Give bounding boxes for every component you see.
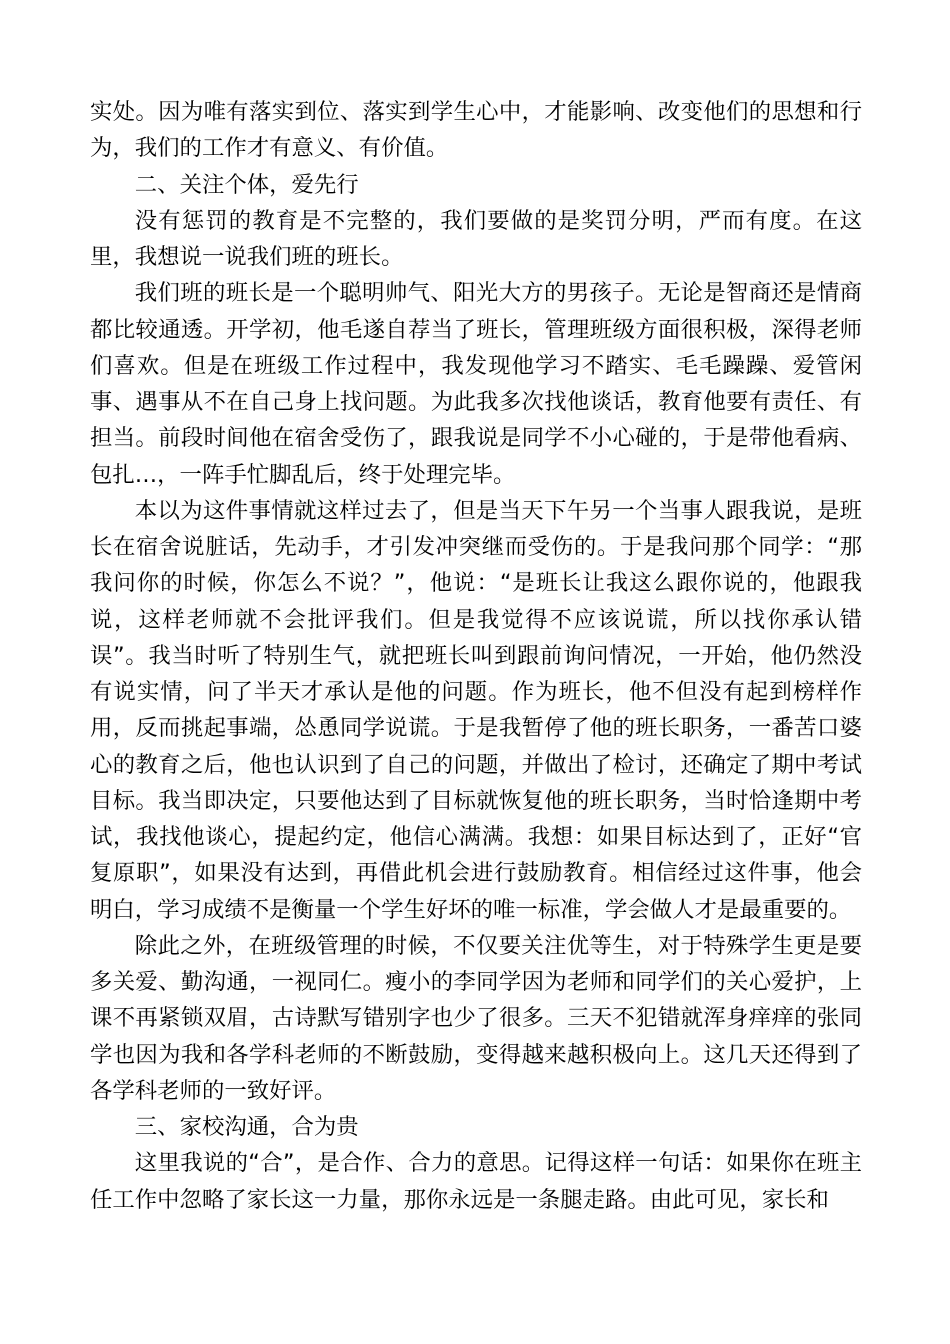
paragraph: 我们班的班长是一个聪明帅气、阳光大方的男孩子。无论是智商还是情商都比较通透。开学初，他毛遂自荐当了班长，管理班级方面很积极，深得老师们喜欢。但是在班级工作过程中，我发现他学习不踏实、毛毛躁躁、爱管闲事、遇事从不在自己身上找问题。为此我多次找他谈话，教育他要有责任、有担当。前段时间他在宿舍受伤了，跟我说是同学不小心碰的，于是带他看病、包扎…，一阵手忙脚乱后，终于处理完毕。 bbox=[90, 280, 862, 488]
paragraph: 本以为这件事情就这样过去了，但是当天下午另一个当事人跟我说，是班长在宿舍说脏话，先动手，才引发冲突继而受伤的。于是我问那个同学：“那我问你的时候，你怎么不说？”，他说：“是班长让我这么跟你说的，他跟我说，这样老师就不会批评我们。但是我觉得不应该说谎，所以找你承认错误”。我当时听了特别生气，就把班长叫到跟前询问情况，一开始，他仍然没有说实情，问了半天才承认是他的问题。作为班长，他不但没有起到榜样作用，反而挑起事端，怂恿同学说谎。于是我暂停了他的班长职务，一番苦口婆心的教育之后，他也认识到了自己的问题，并做出了检讨，还确定了期中考试目标。我当即决定，只要他达到了目标就恢复他的班长职务，当时恰逢期中考试，我找他谈心，提起约定，他信心满满。我想：如果目标达到了，正好“官复原职”，如果没有达到，再借此机会进行鼓励教育。相信经过这件事，他会明白，学习成绩不是衡量一个学生好坏的唯一标准，学会做人才是最重要的。 bbox=[90, 497, 862, 923]
paragraph: 这里我说的“合”，是合作、合力的意思。记得这样一句话：如果你在班主任工作中忽略了家长这一力量，那你永远是一条腿走路。由此可见，家长和 bbox=[90, 1150, 862, 1213]
paragraph-continuation: 实处。因为唯有落实到位、落实到学生心中，才能影响、改变他们的思想和行为，我们的工作才有意义、有价值。 bbox=[90, 99, 862, 162]
section-heading-3: 三、家校沟通，合为贵 bbox=[134, 1114, 359, 1140]
paragraph: 除此之外，在班级管理的时候，不仅要关注优等生，对于特殊学生更是要多关爱、勤沟通，一视同仁。瘦小的李同学因为老师和同学们的关心爱护，上课不再紧锁双眉，古诗默写错别字也少了很多。三天不犯错就浑身痒痒的张同学也因为我和各学科老师的不断鼓励，变得越来越积极向上。这几天还得到了各学科老师的一致好评。 bbox=[90, 932, 862, 1104]
section-heading-2: 二、关注个体，爱先行 bbox=[134, 171, 359, 198]
paragraph: 没有惩罚的教育是不完整的，我们要做的是奖罚分明，严而有度。在这里，我想说一说我们班的班长。 bbox=[90, 207, 862, 270]
document-page bbox=[90, 94, 862, 1218]
